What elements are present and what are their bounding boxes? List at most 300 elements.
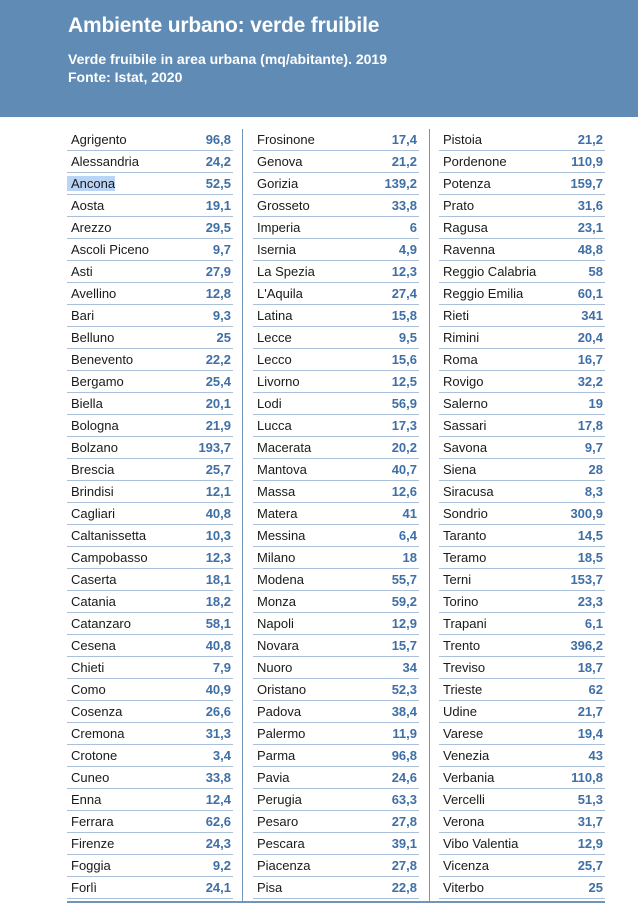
city-name: Modena: [257, 572, 304, 587]
table-row: [67, 217, 233, 239]
table-row: [67, 437, 233, 459]
city-name: Cremona: [71, 726, 125, 741]
green-area-value: 6,4: [398, 528, 417, 543]
table-column-2: [253, 129, 419, 899]
green-area-value: 18,5: [577, 550, 603, 565]
green-area-value: 32,2: [577, 374, 603, 389]
table-row: [253, 855, 419, 877]
table-row: [439, 151, 605, 173]
city-name: Napoli: [257, 616, 294, 631]
city-name: Siracusa: [443, 484, 494, 499]
green-area-value: 12,4: [205, 792, 231, 807]
city-name: Siena: [443, 462, 477, 477]
city-name: Latina: [257, 308, 293, 323]
green-area-value: 17,4: [391, 132, 417, 147]
city-name: Pistoia: [443, 132, 483, 147]
green-area-value: 39,1: [391, 836, 417, 851]
city-name: Catania: [71, 594, 116, 609]
city-name: Vercelli: [443, 792, 485, 807]
green-area-value: 12,3: [391, 264, 417, 279]
city-name: Treviso: [443, 660, 486, 675]
green-area-value: 9,7: [584, 440, 603, 455]
green-area-value: 193,7: [198, 440, 231, 455]
green-area-value: 6,1: [584, 616, 603, 631]
table-row: [439, 371, 605, 393]
city-name: Cuneo: [71, 770, 110, 785]
table-row: [253, 349, 419, 371]
city-name: Avellino: [71, 286, 117, 301]
green-area-value: 27,8: [391, 858, 417, 873]
city-name: Lecce: [257, 330, 292, 345]
city-name: L'Aquila: [257, 286, 303, 301]
table-row: [439, 327, 605, 349]
green-area-value: 25,7: [205, 462, 231, 477]
city-name: Monza: [257, 594, 297, 609]
table-row: [67, 789, 233, 811]
city-name: Messina: [257, 528, 306, 543]
table-row: [67, 811, 233, 833]
green-area-value: 3,4: [212, 748, 231, 763]
table-row: [67, 195, 233, 217]
green-area-value: 20,2: [391, 440, 417, 455]
city-name: Mantova: [257, 462, 307, 477]
page-subtitle: Verde fruibile in area urbana (mq/abitante). 2019: [68, 51, 387, 67]
green-area-value: 63,3: [391, 792, 417, 807]
city-name: Catanzaro: [71, 616, 131, 631]
green-area-value: 25,7: [577, 858, 603, 873]
green-area-value: 40,8: [205, 506, 231, 521]
city-name: Livorno: [257, 374, 300, 389]
table-row: [253, 415, 419, 437]
city-name: Imperia: [257, 220, 301, 235]
table-row: [67, 833, 233, 855]
city-name: Rieti: [443, 308, 470, 323]
green-area-value: 12,9: [577, 836, 603, 851]
city-name: Lecco: [257, 352, 292, 367]
table-row: [67, 129, 233, 151]
green-area-value: 40,8: [205, 638, 231, 653]
table-row: [67, 591, 233, 613]
green-area-value: 27,9: [205, 264, 231, 279]
green-area-value: 17,8: [577, 418, 603, 433]
city-name: Caserta: [71, 572, 117, 587]
city-name: Viterbo: [443, 880, 484, 895]
city-name: Foggia: [71, 858, 111, 873]
green-area-value: 31,3: [205, 726, 231, 741]
city-name: Enna: [71, 792, 102, 807]
city-name: Reggio Emilia: [443, 286, 524, 301]
green-area-value: 21,9: [205, 418, 231, 433]
city-name: Parma: [257, 748, 296, 763]
green-area-value: 31,6: [577, 198, 603, 213]
table-row: [67, 613, 233, 635]
table-row: [67, 151, 233, 173]
city-name: Ravenna: [443, 242, 496, 257]
table-row: [439, 481, 605, 503]
table-row: [253, 745, 419, 767]
table-row: [253, 613, 419, 635]
table-row: [439, 833, 605, 855]
table-row: [439, 503, 605, 525]
green-area-value: 33,8: [205, 770, 231, 785]
city-name: Salerno: [443, 396, 488, 411]
table-row: [253, 679, 419, 701]
city-name: Campobasso: [71, 550, 148, 565]
table-row: [439, 437, 605, 459]
city-name: Cagliari: [71, 506, 116, 521]
green-area-value: 22,8: [391, 880, 417, 895]
city-name: Prato: [443, 198, 475, 213]
table-row: [439, 613, 605, 635]
table-row: [253, 283, 419, 305]
city-name: Forlì: [71, 880, 97, 895]
green-area-value: 9,3: [212, 308, 231, 323]
table-row: [439, 811, 605, 833]
green-area-value: 25: [216, 330, 231, 345]
city-name: Bari: [71, 308, 95, 323]
green-area-value: 26,6: [205, 704, 231, 719]
table-row: [253, 723, 419, 745]
city-name: Agrigento: [71, 132, 127, 147]
city-name: Reggio Calabria: [443, 264, 537, 279]
city-name: Bolzano: [71, 440, 118, 455]
city-name: Ascoli Piceno: [71, 242, 150, 257]
green-area-value: 10,3: [205, 528, 231, 543]
table-row: [253, 525, 419, 547]
green-area-value: 139,2: [384, 176, 417, 191]
table-row: [253, 767, 419, 789]
table-row: [439, 415, 605, 437]
table-row: [253, 811, 419, 833]
city-name: Verona: [443, 814, 485, 829]
city-name: Lucca: [257, 418, 292, 433]
table-row: [67, 657, 233, 679]
city-name: Grosseto: [257, 198, 310, 213]
city-name: Arezzo: [71, 220, 112, 235]
city-name: Padova: [257, 704, 302, 719]
table-row: [439, 767, 605, 789]
green-area-value: 18,2: [205, 594, 231, 609]
green-area-value: 153,7: [570, 572, 603, 587]
table-row: [253, 789, 419, 811]
green-area-value: 15,7: [391, 638, 417, 653]
table-row: [439, 635, 605, 657]
city-name: Perugia: [257, 792, 302, 807]
city-name: Trento: [443, 638, 481, 653]
green-area-value: 12,5: [391, 374, 417, 389]
column-divider: [242, 129, 243, 901]
city-name: Lodi: [257, 396, 282, 411]
green-area-value: 21,7: [577, 704, 603, 719]
green-area-value: 15,6: [391, 352, 417, 367]
green-area-value: 19,1: [205, 198, 231, 213]
table-row: [439, 393, 605, 415]
table-row: [67, 877, 233, 899]
city-name: Sondrio: [443, 506, 488, 521]
table-row: [439, 283, 605, 305]
table-row: [439, 459, 605, 481]
green-area-value: 19,4: [577, 726, 603, 741]
green-area-value: 27,4: [391, 286, 417, 301]
table-row: [253, 437, 419, 459]
table-column-1: [67, 129, 233, 899]
city-name: Palermo: [257, 726, 306, 741]
table-row: [67, 283, 233, 305]
table-row: [253, 877, 419, 899]
green-area-value: 21,2: [577, 132, 603, 147]
city-name: La Spezia: [257, 264, 315, 279]
table-row: [67, 569, 233, 591]
city-name: Cosenza: [71, 704, 123, 719]
table-row: [253, 635, 419, 657]
green-area-value: 12,3: [205, 550, 231, 565]
table-row: [67, 635, 233, 657]
city-name: Massa: [257, 484, 296, 499]
green-area-value: 58,1: [205, 616, 231, 631]
green-area-value: 48,8: [577, 242, 603, 257]
green-area-value: 33,8: [391, 198, 417, 213]
city-name: Trapani: [443, 616, 487, 631]
green-area-value: 4,9: [398, 242, 417, 257]
green-area-value: 24,3: [205, 836, 231, 851]
city-name: Matera: [257, 506, 298, 521]
table-row: [67, 767, 233, 789]
table-row: [439, 723, 605, 745]
city-name: Benevento: [71, 352, 134, 367]
table-row: [439, 569, 605, 591]
city-name: Ragusa: [443, 220, 488, 235]
green-area-value: 9,5: [398, 330, 417, 345]
table-row: [67, 349, 233, 371]
table-row: [67, 679, 233, 701]
table-row: [67, 393, 233, 415]
city-name: Varese: [443, 726, 484, 741]
city-name: Pescara: [257, 836, 305, 851]
green-area-value: 25: [588, 880, 603, 895]
table-row: [439, 701, 605, 723]
table-row: [439, 855, 605, 877]
green-area-value: 18,7: [577, 660, 603, 675]
city-name: Crotone: [71, 748, 118, 763]
city-name: Sassari: [443, 418, 487, 433]
city-name: Savona: [443, 440, 488, 455]
green-area-value: 24,6: [391, 770, 417, 785]
city-name: Pavia: [257, 770, 290, 785]
page-title: Ambiente urbano: verde fruibile: [68, 14, 380, 37]
city-name: Milano: [257, 550, 296, 565]
table-column-3: [439, 129, 605, 899]
green-area-value: 110,9: [571, 154, 603, 169]
city-name: Terni: [443, 572, 472, 587]
table-row: [67, 481, 233, 503]
green-area-value: 18,1: [205, 572, 231, 587]
table-row: [439, 657, 605, 679]
table-row: [439, 349, 605, 371]
green-area-value: 38,4: [391, 704, 417, 719]
green-area-value: 52,3: [391, 682, 417, 697]
city-name: Genova: [257, 154, 303, 169]
green-area-value: 58: [588, 264, 603, 279]
city-name: Asti: [71, 264, 93, 279]
table-row: [439, 239, 605, 261]
city-name: Caltanissetta: [71, 528, 147, 543]
green-area-value: 21,2: [391, 154, 417, 169]
city-name: Bologna: [71, 418, 119, 433]
column-divider: [429, 129, 430, 901]
green-area-value: 11,9: [392, 726, 417, 741]
city-name: Rimini: [443, 330, 480, 345]
table-row: [67, 239, 233, 261]
table-row: [253, 481, 419, 503]
city-name: Rovigo: [443, 374, 484, 389]
city-name: Piacenza: [257, 858, 311, 873]
city-name: Cesena: [71, 638, 116, 653]
city-name: Alessandria: [71, 154, 139, 169]
green-area-value: 23,1: [577, 220, 603, 235]
city-name: Pesaro: [257, 814, 299, 829]
table-row: [253, 591, 419, 613]
city-name: Brindisi: [71, 484, 114, 499]
green-area-value: 62,6: [205, 814, 231, 829]
city-name: Torino: [443, 594, 479, 609]
green-area-value: 55,7: [391, 572, 417, 587]
city-name: Taranto: [443, 528, 487, 543]
table-row: [439, 591, 605, 613]
city-name: Brescia: [71, 462, 115, 477]
green-area-value: 41: [402, 506, 417, 521]
green-area-value: 14,5: [577, 528, 603, 543]
table-row: [67, 459, 233, 481]
green-area-value: 43: [588, 748, 603, 763]
table-row: [439, 877, 605, 899]
table-row: [439, 217, 605, 239]
green-area-value: 18: [402, 550, 417, 565]
city-name: Ferrara: [71, 814, 114, 829]
table-row: [67, 371, 233, 393]
table-row: [253, 151, 419, 173]
green-area-value: 396,2: [570, 638, 603, 653]
table-row: [439, 129, 605, 151]
green-area-value: 17,3: [391, 418, 417, 433]
table-row: [439, 547, 605, 569]
green-area-value: 9,7: [212, 242, 231, 257]
green-area-value: 22,2: [205, 352, 231, 367]
green-area-value: 8,3: [584, 484, 603, 499]
green-area-value: 96,8: [205, 132, 231, 147]
city-name: Vibo Valentia: [443, 836, 519, 851]
green-area-value: 12,6: [391, 484, 417, 499]
table-row: [67, 173, 233, 195]
city-name: Como: [71, 682, 106, 697]
green-area-value: 34: [402, 660, 417, 675]
source-note: Fonte: Istat, 2020: [68, 69, 183, 85]
table-row: [67, 855, 233, 877]
table-row: [439, 745, 605, 767]
table-row: [253, 701, 419, 723]
table-row: [253, 239, 419, 261]
table-row: [253, 261, 419, 283]
green-area-value: 23,3: [577, 594, 603, 609]
city-name: Oristano: [257, 682, 307, 697]
table-row: [67, 415, 233, 437]
table-row: [439, 305, 605, 327]
table-row: [67, 701, 233, 723]
green-area-value: 12,9: [391, 616, 417, 631]
table-row: [67, 305, 233, 327]
green-area-value: 12,1: [205, 484, 231, 499]
table-row: [253, 459, 419, 481]
green-area-value: 52,5: [205, 176, 231, 191]
city-name: Aosta: [71, 198, 105, 213]
green-area-value: 16,7: [577, 352, 603, 367]
green-area-value: 24,1: [205, 880, 231, 895]
table-row: [253, 217, 419, 239]
green-area-value: 159,7: [570, 176, 603, 191]
green-area-value: 59,2: [391, 594, 417, 609]
table-row: [253, 503, 419, 525]
table-row: [253, 305, 419, 327]
table-row: [253, 129, 419, 151]
city-name: Macerata: [257, 440, 312, 455]
green-area-value: 40,9: [205, 682, 231, 697]
green-area-value: 341: [581, 308, 603, 323]
green-area-value: 25,4: [205, 374, 231, 389]
city-name: Bergamo: [71, 374, 124, 389]
green-area-value: 15,8: [391, 308, 417, 323]
table-row: [253, 657, 419, 679]
table-row: [439, 525, 605, 547]
green-area-value: 56,9: [391, 396, 417, 411]
city-name: Pisa: [257, 880, 283, 895]
green-area-value: 40,7: [391, 462, 417, 477]
city-name: Belluno: [71, 330, 115, 345]
table-row: [253, 547, 419, 569]
green-area-value: 300,9: [570, 506, 603, 521]
table-row: [439, 173, 605, 195]
table-row: [439, 261, 605, 283]
city-name: Venezia: [443, 748, 490, 763]
table-row: [67, 525, 233, 547]
green-area-value: 60,1: [577, 286, 603, 301]
city-name: Vicenza: [443, 858, 490, 873]
green-area-value: 110,8: [571, 770, 603, 785]
city-name: Frosinone: [257, 132, 315, 147]
city-name: Roma: [443, 352, 478, 367]
table-row: [67, 503, 233, 525]
green-area-value: 7,9: [212, 660, 231, 675]
green-area-value: 31,7: [577, 814, 603, 829]
city-name: Isernia: [257, 242, 297, 257]
city-name: Ancona: [67, 176, 115, 191]
green-area-value: 12,8: [205, 286, 231, 301]
city-name: Trieste: [443, 682, 483, 697]
city-name: Verbania: [443, 770, 495, 785]
table-row: [253, 833, 419, 855]
city-name: Udine: [443, 704, 477, 719]
table-row: [253, 371, 419, 393]
green-area-value: 29,5: [205, 220, 231, 235]
table-row: [253, 569, 419, 591]
green-area-value: 9,2: [212, 858, 231, 873]
green-area-value: 19: [588, 396, 603, 411]
green-area-value: 51,3: [577, 792, 603, 807]
table-row: [253, 195, 419, 217]
table-row: [67, 745, 233, 767]
city-name: Teramo: [443, 550, 487, 565]
table-row: [253, 393, 419, 415]
table-row: [439, 679, 605, 701]
city-name: Gorizia: [257, 176, 299, 191]
